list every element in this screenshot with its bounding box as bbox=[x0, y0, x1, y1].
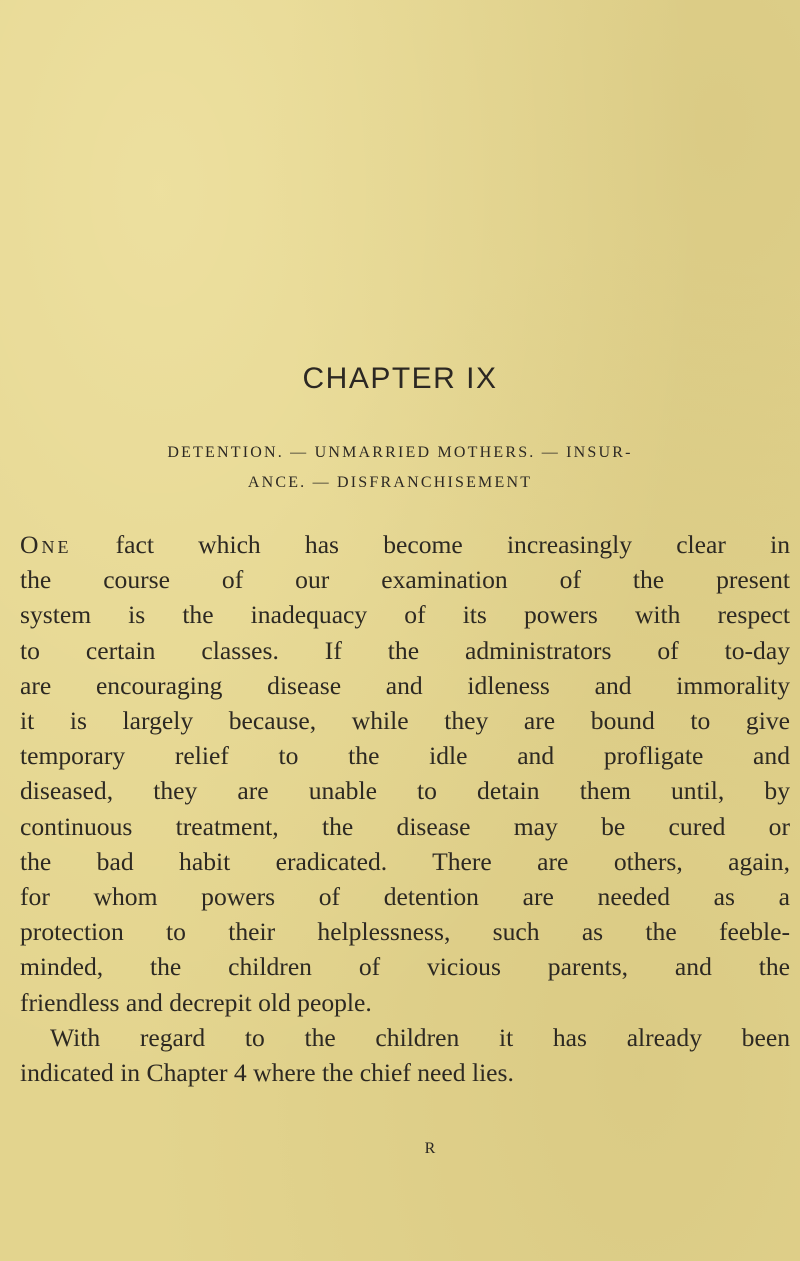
opening-word: One bbox=[20, 530, 72, 559]
signature-mark: R bbox=[424, 1140, 436, 1157]
text-line: indicated in Chapter 4 where the chief need lies. bbox=[20, 1058, 514, 1088]
text-line: With regard to the children it has already been bbox=[50, 1022, 790, 1052]
text-line: the bad habit eradicated. There are others, again, bbox=[20, 846, 790, 876]
chapter-summary-line: ANCE. — DISFRANCHISEMENT bbox=[247, 474, 533, 491]
chapter-body bbox=[20, 527, 790, 1090]
text-line: the course of our examination of the present bbox=[20, 565, 790, 595]
text-line: continuous treatment, the disease may be cured or bbox=[20, 811, 790, 841]
text-line: it is largely because, while they are bound to give bbox=[20, 706, 790, 736]
text-line-content: fact which has become increasingly clear in bbox=[71, 530, 790, 559]
text-line: diseased, they are unable to detain them until, by bbox=[20, 776, 790, 806]
text-line: protection to their helplessness, such as the feeble- bbox=[20, 917, 790, 947]
text-line: are encouraging disease and idleness and immorality bbox=[20, 670, 790, 700]
text-line: friendless and decrepit old people. bbox=[20, 987, 372, 1017]
text-line: temporary relief to the idle and profligate and bbox=[20, 741, 790, 771]
text-line: minded, the children of vicious parents, and the bbox=[20, 952, 790, 982]
chapter-summary bbox=[20, 438, 780, 498]
text-line bbox=[20, 527, 790, 562]
text-line: to certain classes. If the administrators of to-day bbox=[20, 635, 790, 665]
chapter-title: CHAPTER IX bbox=[302, 362, 498, 395]
chapter-summary-line: DETENTION. — UNMARRIED MOTHERS. — INSUR- bbox=[167, 444, 633, 461]
text-line: for whom powers of detention are needed as a bbox=[20, 882, 790, 912]
text-line: system is the inadequacy of its powers with respect bbox=[20, 600, 790, 630]
